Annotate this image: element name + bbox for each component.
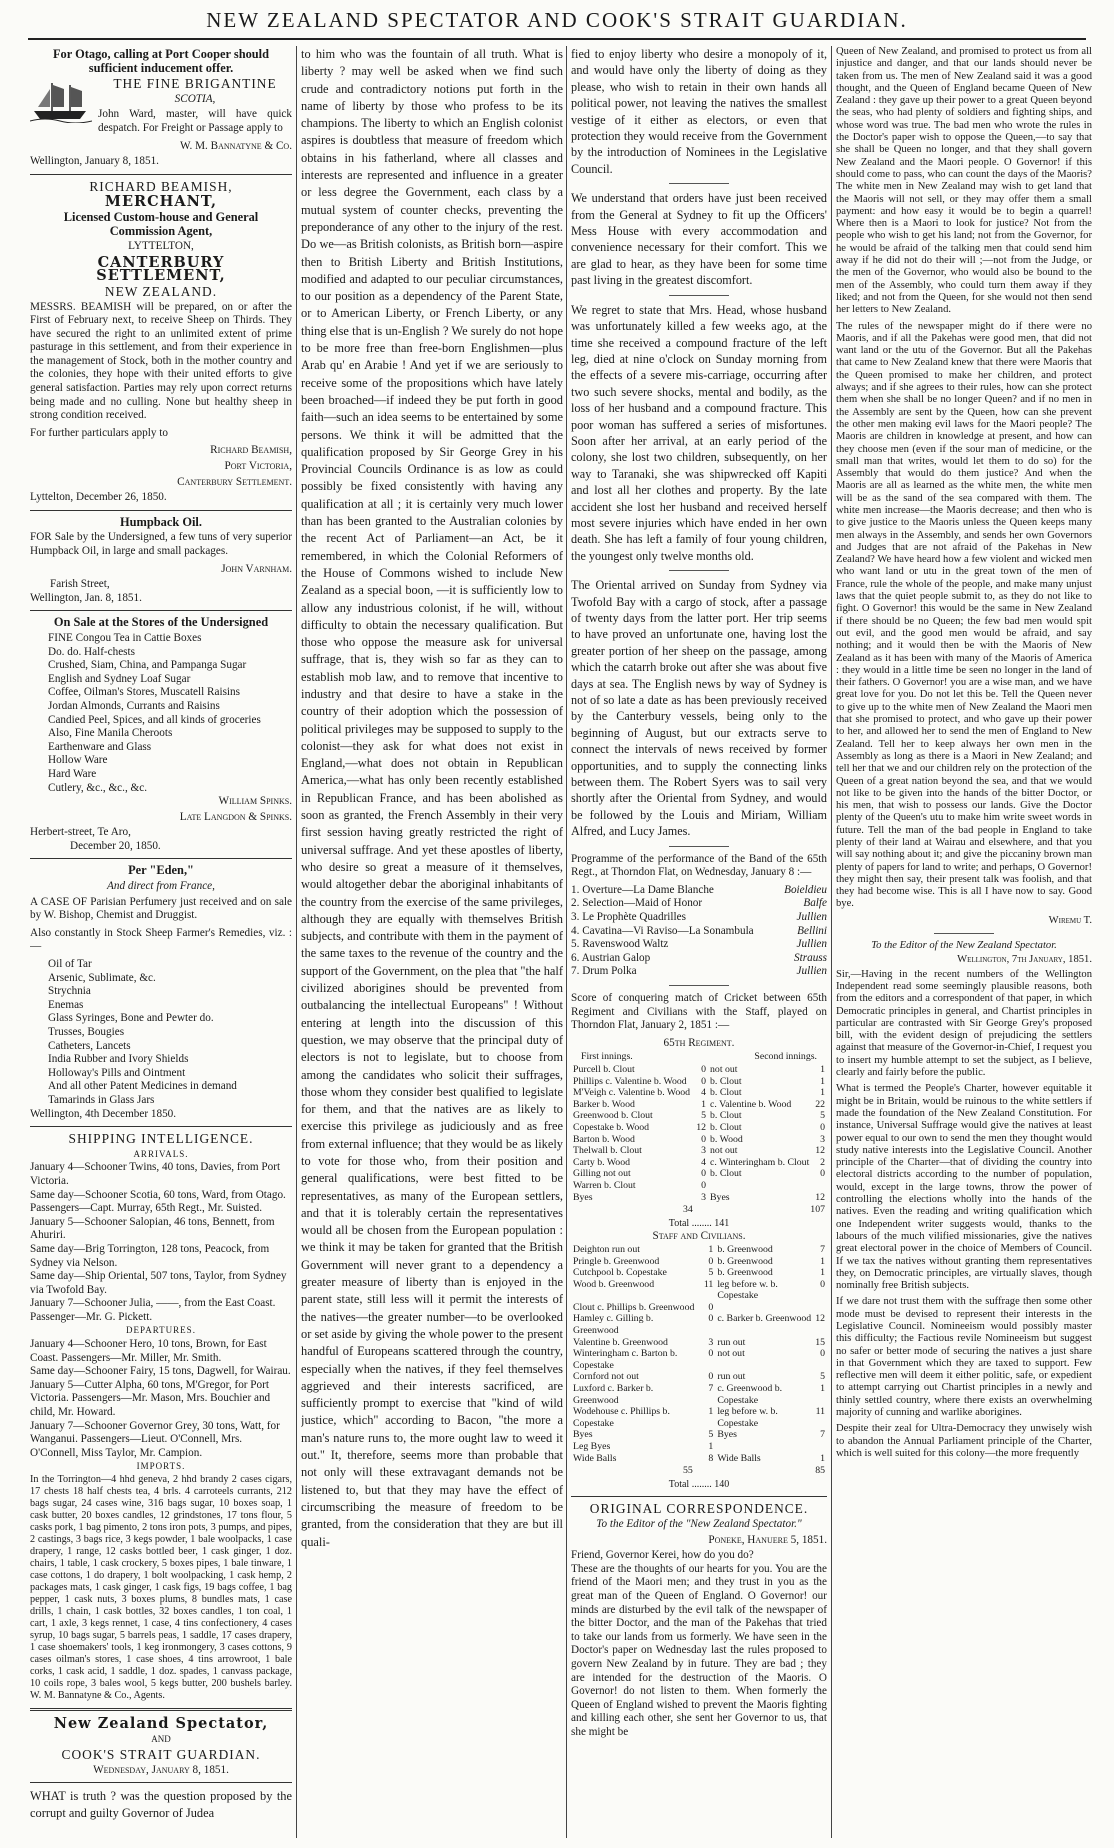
score-row [571,1168,827,1180]
arrivals-title: ARRIVALS. [133,1148,189,1159]
score-cell [708,1180,813,1192]
news-mess-house: We understand that orders have just been received from the General at Sydney to fit up the Officers' Mess House with every accommodation and convenience necessary for their comfort. This we are glad to hear, as they have been for some time past living in the greatest discomfort. [571,191,827,288]
score-row [571,1157,827,1169]
departure-entry: January 5—Cutter Alpha, 60 tons, M'Gregor, for Port Victoria. Passengers—Mr. Mason, Mrs. Bouchier and child, Mr. Howard. [30,1378,271,1419]
score-cell: Luxford c. Barker b. Greenwood [573,1383,654,1406]
stores-list [30,632,292,795]
eden-item: And all other Patent Medicines in demand [48,1080,237,1093]
staff-total: Total ........ 140 [668,1478,730,1490]
programme-item [571,925,827,939]
column-4 [836,46,1092,1840]
staff-score-table [571,1244,827,1464]
editorial-body: to him who was the fountain of all truth. What is liberty ? may well be asked when we find such crude and contradictory notions put forth in the name of liberty by those who profess to be its champions. The liberty to which an English colonist aspires is doubtless that measure of freedom which obtains in his fatherland, where all classes and interests are represented and influence in a greater or less degree the Government, each class by a mutual system of counter checks, preventing the preponderance of any other to the injury of the rest. Do we—as British colonists, as British born—aspire then to British Liberty and British Institutions, modified and adapted to our peculiar circumstances, to our position as a dependency of the Parent State, or to American Liberty, or French Liberty, or any thing else that is un-English ? We surely do not hope to be more free than free-born Englishmen—plus Arab qu' en Arabie ! And yet if we are seriously to receive some of the propositions which have lately been broached—if indeed they be put forth in good faith—such an idea seems to be entertained by some persons. We think it will be admitted that the qualification proposed by Sir George Grey in his Provincial Councils Ordinance is as low as could possibly be fixed consistently with having any qualification at all ; it is certainly very much lower than has been granted to the Australian colonies by the recent Act of Parliament—an Act, be it remembered, in which the Colonial Reformers of the House of Commons wished to include New Zealand as a special boon, —it is sufficiently low to allow any industrious colonist, if he will, without difficulty to obtain the necessary qualification. But those who oppose the measure ask for universal suffrage, that is, they wish so far as they can to establish mob law, and to remove that incentive to industry and that desire to have a stake in the country of their adoption which the possession of political privileges may be supposed to supply to the colonist—they ask for what does not exist in England,—what does not obtain in Republican America,—what has only been recently established in Republican France, and has been abolished as soon as granted, the French Assembly in their very first session having greatly restricted the right of universal suffrage. And yet these apostles of liberty, who desire so great a measure of it themselves, would altogether debar the aboriginal inhabitants of the country from the exercise of the same privileges, although they are equally with themselves British subjects, and contribute with them in the payment of the same taxes to the revenue of the country and the support of the Government, on the plea that "the half civilized aborigines should be prevented from outbalancing the intellectual Europeans" ! Without entering at length into the discussion of this question, we may observe that the principal duty of electors is not to legislate, but to choose from among the candidates who solicit their suffrages, those whom they consider best qualified to legislate for them, and that the natives are as likely to exercise this privilege as judiciously and as free from external influence; that they would be as likely to vote for those who, from their position and general qualifications, were best fitted to be representatives, as many of the European settlers, and that it is tolerably certain the representatives would all be chosen from the European population : we think it may be taken for granted that the British Government will never grant to a dependency a greater measure of liberty than is enjoyed in the parent state, still less will it permit the interests of the natives—the greater number—to be overlooked or set aside by giving the whole power to the present handful of Europeans scattered through the country, especially when the natives, if they feel themselves aggrieved and their interests sacrificed, are sufficiently prompt to exercise that "kind of wild justice, which" according to Bacon, "the more a man's nature runs to, the more ought law to weed it out." It, therefore, seems more than probable that not only will these extravagant demands not be listened to, but that they may have the effect of circumscribing the measure of freedom to be granted, from the consideration that they are but ill quali- [301,47,563,1549]
score-cell: Greenwood b. Clout [573,1110,653,1122]
masthead: NEW ZEALAND SPECTATOR AND COOK'S STRAIT GUARDIAN. [206,8,908,32]
correspondence-title: ORIGINAL CORRESPONDENCE. [589,1501,809,1517]
score-cell: Barton b. Wood [573,1133,635,1145]
score-cell: Byes [710,1191,730,1203]
departure-entry: January 4—Schooner Hero, 10 tons, Brown, for East Coast. Passengers—Mr. Miller, Mr. Smith. [30,1338,267,1364]
beamish-role: Licensed Custom-house and General Commission Agent, [63,209,259,238]
score-cell: 11 [815,1406,825,1418]
score-row [571,1180,827,1192]
editor-letter-body: If we dare not trust them with the suffrage then some other mode must be devised to represent their interests in the Legislative Council. Nomineeism would possibly master this difficulty; the Factious revile Nomineeism but suggest no safer or better mode of securing the natives a just share in that Government which they are taxed to support. Few reflective men will deem it either politic, safe, or expedient to attempt carrying out Chartist principles in a newly and thinly settled country, where there exists an overwhelming majority of cunning and warlike aborigines. [836,1296,1092,1419]
programme-item [571,911,827,925]
beamish-date: Lyttelton, December 26, 1850. [30,491,167,504]
score-row [571,1087,827,1099]
score-cell: Winteringham c. Barton b. Copestake [573,1348,678,1371]
score-cell: Phillips c. Valentine b. Wood [573,1075,687,1087]
editor-letter-place: Wellington, 7th January, 1851. [957,954,1092,966]
eden-item: Catheters, Lancets [48,1039,131,1052]
score-cell: 1 [820,1452,825,1464]
score-cell: 0 [820,1121,825,1133]
score-cell: 0 [820,1278,825,1290]
oil-title: Humpback Oil. [120,514,202,529]
staff-title: Staff and Civilians. [652,1230,746,1243]
score-cell: 1 [820,1087,825,1099]
score-cell: Pringle b. Greenwood [573,1255,660,1267]
score-cell [813,1180,827,1192]
programme-piece: 7. Drum Polka [571,965,637,978]
score-cell: Thelwall b. Clout [573,1145,642,1157]
score-cell: Wide Balls [717,1452,761,1464]
score-cell: 0 [820,1168,825,1180]
eden-item: Glass Syringes, Bone and Pewter do. [48,1012,214,1025]
otago-vessel: THE FINE BRIGANTINE [113,76,277,92]
score-cell: b. Greenwood [717,1267,773,1279]
correspondence-place: Poneke, Hanuere 5, 1851. [708,1533,827,1546]
beamish-sig: Richard Beamish, [210,444,292,457]
stores-item: Candied Peel, Spices, and all kinds of groceries [48,713,261,726]
score-row [571,1267,827,1279]
eden-title: Per "Eden," [128,863,194,878]
stores-item: FINE Congou Tea in Cattie Boxes [48,631,202,644]
score-cell: Copestake b. Wood [573,1121,650,1133]
arrival-entry: Same day—Ship Oriental, 507 tons, Taylor, from Sydney via Twofold Bay. [30,1270,287,1296]
stores-date: December 20, 1850. [70,839,161,852]
beamish-settlement: CANTERBURY SETTLEMENT, [96,253,226,285]
editor-letter-body: Sir,—Having in the recent numbers of the Wellington Independent read some seemingly plausible reasons, both from the editors and a correspondent of that paper, in which Democratic principles in general, and Chartist principles in particular are contrasted with Sir George Grey's proposed bill, with the evident design of prejudicing the settlers against that measure of the Governor-in-Chief, I request you to insert my humble attempt to set the subject, as I believe, clearly and fairly before the public. [836,968,1092,1079]
innings-total: 85 [815,1465,825,1477]
beamish-country: NEW ZEALAND. [104,283,218,299]
score-row [571,1406,827,1429]
score-cell: 5 [708,1429,714,1441]
letter-body: Queen of New Zealand, and promised to protect us from all injustice and danger, and that our lands should never be taken from us. The men of New Zealand said it was a good thought, and the Queen of England became Queen of New Zealand : they gave up their power to a great Queen beyond the seas, who had plenty of soldiers and fighting ships, and whose word was true. The bad men who wrote the rules in the Doctor's paper wish to oppose the Queen,—to say that she shall be Queen no longer, and that they shall govern New Zealand and the Maori people. O Governor! if this should come to pass, who can count the days of the Maoris? The white men in New Zealand may wish to get land that the Maoris will not sell, or they may offer them a small payment: and how easy it would be to begin a quarrel! Where then is a Maori to look for justice? Not from the people who wish to get his land; not from the Governor, for he would be afraid of the talking men that could send him away if he did not do their will ;—not from the Judge, or the men of the Governor, who would also be bound to the men of the Assembly, who could turn them away if they liked; and not from the Queen, for she would not then send her letters to New Zealand. [836,46,1092,316]
arrival-entry: January 5—Schooner Salopian, 46 tons, Bennett, from Ahuriri. [30,1215,275,1242]
score-cell: 5 [708,1267,714,1279]
innings-label: Second innings. [754,1051,817,1063]
eden-item: Tamarinds in Glass Jars [48,1093,155,1106]
score-cell: Byes [573,1191,593,1203]
news-mrs-head: We regret to state that Mrs. Head, whose husband was unfortunately killed a few weeks ago, at the time she received a compound fracture of the left leg, died at nine o'clock on Sunday morning from the effects of a severe mis-carriage, occurring after two such severe shocks, mental and bodily, as the loss of her husband and a compound fracture. This poor woman has suffered a series of misfortunes. Soon after her arrival, at an early period of the colony, she lost two children, subsequently, on her way to Taranaki, she was shipwrecked off Kapiti and lost all her clothes and property. By the late accident she lost her husband and received herself most severe injuries which have ended in her own death. She has left a family of four young children, the youngest only twelve months old. [571,302,827,563]
programme-item [571,952,827,966]
programme-composer: Jullien [796,911,827,924]
column-2 [301,46,563,1840]
column-divider [296,46,297,1838]
beamish-sig: Canterbury Settlement. [177,475,292,488]
correspondence-body: These are the thoughts of our hearts for you. You are the friend of the Maori men; and they trust in you as the great man of the Queen of England. O Governor! our minds are disturbed by the evil talk of the newspaper of the bitter Doctor, and the man of the Pakehas that tried to take our lands from us formerly. We have seen in the Doctor's paper on Wednesday last the rules proposed to govern New Zealand by in future. They are bad ; they are intended for the destruction of the Maoris. O Governor! do not listen to them. When formerly the Queen of England wished to prevent the Maoris fighting and killing each other, she sent her Governor to us, that she might be [571,1562,827,1738]
score-cell: 4 [701,1156,707,1168]
score-cell: Gilling not out [573,1168,631,1180]
score-cell: 1 [820,1383,825,1395]
score-row [571,1122,827,1134]
arrival-entry: January 4—Schooner Twins, 40 tons, Davies, from Port Victoria. [30,1161,281,1187]
score-cell: Warren b. Clout [573,1179,636,1191]
letter-body: The rules of the newspaper might do if there were no Maoris, and if all the Pakehas were good men, that did not want land or the utu of the Governor. But all the Pakehas that came to New Zealand knew that there were Maoris that the Queen promised to make her children, and protect always; and if she agrees to their rules, how can she protect them when she shall be no longer Queen? and if no men in the Assembly are sent by the Queen, how can she prevent the other men making evil laws for the Maori people? The Maoris are children in knowledge at present, and how can they choose men (even if the sour man of medicine, or the small man that writes, would let them to do so) for the Assembly that would do them justice? And when the Maoris are all as learned as the white men, the white men will be as the sand of the sea compared with them. The white men increase—the Maoris decrease; and then who is to give justice to the Maoris unless the Queen keeps many men always in the Assembly, and sends her own Governors and Judges that are not afraid of the Pakehas in New Zealand? We have heard how a few violent and wicked men who want land or utu in the great town of the men of France, rule the whole of the people, and make many unjust laws that the quiet people submit to, as they do not like to fight. O Governor! this would be the same in New Zealand if there should be no Queen; the few bad men would spit out evil, and the good men would be afraid, and say nothing; and it would then be with the Maoris of New Zealand as it has been with many of the Maoris of America : they would in a little time be seen no longer in the land of their fathers. O Governor! you are a wise man, and we have great love for you. Do not let this be. Tell the Queen never to give up to the white men of New Zealand the Maori men that she promised to protect, and who gave up their power to her, and allowed her to send the men of England to New Zealand. Tell her to keep always her own men in the Assembly as long as there is a Maori in New Zealand; and tell her that we and our children rely on the protection of the Queen of a great nation beyond the sea, and that we would not like to be given into the hands of the bitter Doctor, or his men, that wish to possess our lands. Give the Doctor plenty of the Queen's utu to make him write sweet words in future. Tell the man of the bad people in England to take plenty of their land at Wairau and elsewhere, and that you will say nothing about it; and give the piccaniny brown man plenty of papers for land to write; and perhaps, O Governor! they might then say, their present talk was foolish, and that they had become wise. This is all I have now to say. Good bye. [836,320,1092,910]
score-cell: 1 [708,1243,714,1255]
score-cell: 12 [815,1191,825,1203]
departure-entry: Same day—Schooner Fairy, 15 tons, Dagwell, for Wairau. [30,1365,291,1378]
score-cell: 1 [820,1064,825,1075]
innings-total: 107 [810,1204,825,1216]
score-cell: 0 [701,1179,707,1191]
score-cell: 7 [820,1429,825,1441]
score-cell: 22 [815,1098,825,1110]
beamish-place: LYTTELTON, [128,240,194,253]
programme-piece: 2. Selection—Maid of Honor [571,897,703,910]
imports-body: In the Torrington—4 hhd geneva, 2 hhd brandy 2 cases cigars, 17 chests 18 half chests tea, 4 brls. 4 carroteels currants, 212 bags sugar, 24 cases wine, 316 bags sugar, 10 boxes soap, 1 cask butter, 20 boxes candles, 12 grindstones, 17 tons flour, 5 casks pork, 1 bag pimento, 2 tons iron pots, 3 pumps, and pipes, 2 castings, 3 bags rice, 3 kegs powder, 1 bale woolpacks, 1 case drapery, 1 range, 12 casks bottled beer, 1 cask ginger, 1 doz. chairs, 1 table, 1 cask crockery, 5 boxes pipes, 1 bale tinware, 1 case cottons, 1 do drapery, 1 bolt woolpacking, 1 cask hemp, 2 packages mats, 1 cask ginger, 1 cask figs, 19 bags coffee, 1 bag pepper, 1 cask nuts, 3 boxes plums, 8 bundles mats, 1 case drills, 1 chain, 1 cask bottles, 32 boxes candles, 1 ton coal, 1 cart, 1 axle, 3 kegs rennet, 1 case, 4 tins confectionery, 4 cases syrup, 10 bags sugar, 5 barrels peas, 1 saddle, 17 cases drapery, 1 case shoemakers' tools, 1 keg ironmongery, 3 cases cottons, 9 cases oilman's stores, 1 case shoes, 4 tins arrowroot, 1 bale corks, 1 cask acid, 1 saddle, 1 doz. spades, 1 canvass package, 10 coils rope, 3 bales wool, 5 kegs butter, 200 bushels barley. W. M. Bannatyne & Co., Agents. [30,1474,292,1701]
score-cell: b. Wood [710,1133,743,1145]
correspondence-greeting: Friend, Governor Kerei, how do you do? [571,1549,754,1562]
stores-item: Cutlery, &c., &c., &c. [48,781,148,794]
oil-sig: John Varnham. [221,562,292,575]
score-row [571,1134,827,1146]
programme-composer: Bellini [797,924,827,937]
masthead-rule [28,38,1086,40]
oil-addr: Farish Street, [50,578,110,591]
score-cell: Cornford not out [573,1371,639,1383]
score-cell: 2 [820,1156,825,1168]
editor-letter-to: To the Editor of the New Zealand Spectator. [871,940,1057,952]
score-cell: 0 [708,1371,714,1383]
stores-sig: William Spinks. [218,795,292,808]
score-row [571,1064,827,1076]
otago-ad-title: For Otago, calling at Port Cooper should sufficient inducement offer. [52,47,270,75]
programme-item [571,965,827,979]
programme-piece: 1. Overture—La Dame Blanche [571,883,714,896]
editorial-start: WHAT is truth ? was the question proposed by the corrupt and guilty Governor of Judea [30,1789,292,1821]
score-cell: 1 [708,1441,714,1452]
score-cell: Valentine b. Greenwood [573,1336,668,1348]
otago-agent: W. M. Bannatyne & Co. [179,139,292,152]
score-cell: 0 [820,1348,825,1360]
score-cell: c. Greenwood b. Copestake [717,1383,783,1406]
programme-item [571,938,827,952]
score-row [571,1383,827,1406]
score-row [571,1279,827,1302]
beamish-sig: Port Victoria, [224,460,292,473]
score-cell: run out [717,1371,746,1383]
score-row [571,1429,827,1441]
score-cell: leg before w. b. Copestake [717,1406,778,1429]
score-cell: c. Winteringham b. Clout [710,1156,810,1168]
cricket-intro: Score of conquering match of Cricket between 65th Regiment and Civilians with the Staff, played on Thorndon Flat, January 2, 1851 :— [571,992,827,1032]
score-cell: 3 [820,1133,825,1145]
departure-entry: January 7—Schooner Governor Grey, 30 tons, Watt, for Wanganui. Passengers—Lieut. O'Connell, Mrs. O'Connell, Miss Taylor, Mr. Campion. [30,1419,280,1459]
score-cell: 4 [701,1087,707,1099]
stores-title: On Sale at the Stores of the Undersigned [53,615,269,630]
beamish-trade: MERCHANT, [104,193,218,211]
score-cell: Clout c. Phillips b. Greenwood [573,1301,695,1313]
score-cell: not out [717,1348,745,1360]
score-row [571,1302,827,1314]
score-cell: leg before w. b. Copestake [717,1278,778,1302]
score-cell: run out [717,1336,746,1348]
letter-signature: Wiremu T. [1048,914,1092,926]
score-cell: 3 [701,1191,707,1203]
score-cell: 5 [701,1110,707,1122]
score-cell: Byes [717,1429,737,1441]
stores-item: Crushed, Siam, China, and Pampanga Sugar [48,659,247,672]
score-cell [813,1302,827,1314]
score-cell: 15 [815,1336,825,1348]
score-cell: c. Barker b. Greenwood [717,1313,812,1325]
arrivals-list [30,1161,292,1324]
programme-composer: Jullien [796,938,827,951]
arrival-entry: Same day—Schooner Scotia, 60 tons, Ward, from Otago. Passengers—Capt. Murray, 65th Regt., Mr. Suisted. [30,1188,286,1215]
ship-icon [30,79,92,123]
score-cell: 12 [815,1145,825,1157]
score-row [571,1076,827,1088]
score-cell: Wood b. Greenwood [573,1278,655,1290]
score-cell: not out [710,1064,738,1075]
score-cell: 3 [701,1145,707,1157]
score-cell: 0 [708,1348,714,1360]
regiment-total: Total ........ 141 [668,1217,730,1229]
eden-date: Wellington, 4th December 1850. [30,1107,177,1120]
editorial-continued: fied to enjoy liberty who desire a monopoly of it, and would have only the liberty of doing as they please, who wish to retain in their own hands all political power, not leaving the natives the smallest vestige of it either as electors, or even that protection they would receive from the Government by the introduction of Nominees in the Legislative Council. [571,47,827,176]
departures-list [30,1338,292,1460]
score-cell: 3 [708,1336,714,1348]
score-row [571,1192,827,1204]
shipping-title: SHIPPING INTELLIGENCE. [68,1131,254,1147]
score-cell: c. Valentine b. Wood [710,1098,792,1110]
score-cell: 5 [820,1110,825,1122]
programme-intro: Programme of the performance of the Band of the 65th Regt., at Thorndon Flat, on Wednesday, January 8 :— [571,852,827,879]
oil-date: Wellington, Jan. 8, 1851. [30,591,142,604]
column-divider [831,46,832,1838]
score-cell: Hamley c. Gilling b. Greenwood [573,1313,654,1337]
paper-title: New Zealand Spectator, [53,1715,269,1732]
innings-total: 34 [683,1204,693,1216]
score-cell: 11 [703,1278,714,1290]
score-cell: 8 [708,1452,714,1464]
score-cell: Deighton run out [573,1243,640,1255]
score-row [571,1371,827,1383]
score-row [571,1099,827,1111]
score-cell: 7 [820,1243,825,1255]
regiment-title: 65th Regiment. [663,1036,735,1049]
score-cell: b. Clout [710,1121,742,1133]
score-cell: 5 [820,1371,825,1383]
innings-total: 55 [683,1465,693,1477]
score-cell: Leg Byes [573,1441,611,1452]
editor-letter-body: What is termed the People's Charter, however equitable it might be in Britain, would be ruinous to the white settlers if made the foundation of the New Zealand Constitution. For instance, Universal Suffrage would give the natives at least power equal to our own to send the men they thought would study native interests into the Legislative Council. Another principle of the Charter—that of dividing the country into electoral districts according to the number of population, would, except in the large towns, throw the power of controlling the elections wholly into the hands of the natives. Even the reading and writing qualification which one Independent writer suggests would, thanks to the labours of the much vilified missionaries, give the natives great electoral power in the choice of Members of Council. If we tax the natives without granting them representatives they, on Democratic principles, are virtually slaves, though nominally free British subjects. [836,1083,1092,1292]
score-cell: Barker b. Wood [573,1098,635,1110]
stores-item: Coffee, Oilman's Stores, Muscatell Raisins [48,686,240,699]
score-cell [715,1441,813,1453]
eden-body: A CASE OF Parisian Perfumery just received and on sale by W. Bishop, Chemist and Druggist. [30,895,292,922]
score-row [571,1337,827,1349]
score-cell: Carty b. Wood [573,1156,630,1168]
editor-letter-body: Despite their zeal for Ultra-Democracy they unwisely wish to abandon the Annual Parliament principle of the Charter, which is well suited for this colony—the more frequently [836,1423,1092,1459]
score-row [571,1244,827,1256]
eden-item: India Rubber and Ivory Shields [48,1053,189,1066]
programme-item [571,897,827,911]
score-cell: Byes [573,1429,593,1441]
score-cell: 0 [708,1301,714,1313]
score-row [571,1145,827,1157]
otago-ad-body: John Ward, master, will have quick despatch. For Freight or Passage apply to [98,108,292,134]
eden-item: Oil of Tar [48,958,92,971]
programme-piece: 4. Cavatina—Vi Raviso—La Sonambula [571,924,754,937]
score-cell: 0 [708,1313,714,1325]
eden-sub: And direct from France, [107,880,215,893]
score-cell: 0 [701,1075,707,1087]
paper-and: AND [151,1733,171,1744]
oil-body: FOR Sale by the Undersigned, a few tuns of very superior Humpback Oil, in large and small packages. [30,531,292,557]
programme-composer: Jullien [796,965,827,978]
score-cell: 12 [696,1121,707,1133]
score-cell: b. Clout [710,1168,742,1180]
stores-sig: Late Langdon & Spinks. [179,810,292,823]
stores-item: English and Sydney Loaf Sugar [48,672,191,685]
stores-item: Do. do. Half-chests [48,645,135,658]
programme-piece: 6. Austrian Galop [571,951,651,964]
stores-addr: Herbert-street, Te Aro, [30,826,131,839]
beamish-name: RICHARD BEAMISH, [89,178,233,194]
score-cell: 12 [815,1313,825,1325]
column-3 [571,46,827,1840]
eden-body: Also constantly in Stock Sheep Farmer's Remedies, viz. :— [30,926,292,953]
imports-title: IMPORTS. [136,1461,186,1472]
beamish-body: MESSRS. BEAMISH will be prepared, on or after the First of February next, to receive Sheep on Thirds. They have secured the right to an unlimited extent of prime pasturage in this settlement, and from their experience in the management of Stock, both in the mother country and the colonies, they hope with their united efforts to give general satisfaction. Parties may rely upon correct returns being made and no culling. None but healthy sheep in strong condition received. [30,300,292,422]
score-row [571,1441,827,1453]
arrival-entry: January 7—Schooner Julia, ——, from the East Coast. Passenger—Mr. G. Pickett. [30,1297,276,1323]
score-cell: 0 [701,1168,707,1180]
score-cell: 1 [708,1406,714,1418]
programme-list [571,884,827,979]
score-cell [813,1441,827,1453]
programme-piece: 5. Ravenswood Waltz [571,938,669,951]
score-cell: not out [710,1145,738,1157]
score-cell: M'Veigh c. Valentine b. Wood [573,1087,691,1099]
score-cell: b. Greenwood [717,1255,773,1267]
score-cell: Purcell b. Clout [573,1064,635,1075]
column-1 [30,46,292,1840]
programme-item [571,884,827,898]
score-cell: 1 [820,1075,825,1087]
score-row [571,1256,827,1268]
score-cell: b. Clout [710,1087,742,1099]
stores-item: Hard Ware [48,767,97,780]
programme-piece: 3. Le Prophète Quadrilles [571,911,686,924]
score-row [571,1110,827,1122]
score-cell: 1 [820,1267,825,1279]
arrival-entry: Same day—Brig Torrington, 128 tons, Peacock, from Sydney via Nelson. [30,1242,270,1269]
eden-list [30,958,292,1108]
score-cell: 1 [701,1098,707,1110]
news-oriental: The Oriental arrived on Sunday from Sydney via Twofold Bay with a cargo of stock, after a passage of twenty days from the latter port. Her trip seems to have proved an unfortunate one, having lost the greater portion of her sheep on the passage, among which the catarrh broke out after she was about five days at sea. The English news by way of Sydney is not of so late a date as has been previously received by the Canterbury vessels, being only to the beginning of August, but our extracts serve to connect the intervals of news received by former opportunities, and to supply the connecting links between them. The Robert Syers was to sail very shortly after the Oriental from Sydney, and would be followed by the Louis and Miriam, William Alfred, and Lucy James. [571,578,827,839]
score-cell: b. Clout [710,1075,742,1087]
eden-item: Strychnia [48,985,91,998]
paper-guardian: COOK'S STRAIT GUARDIAN. [61,1747,261,1763]
score-cell: 7 [708,1383,714,1395]
departures-title: DEPARTURES. [126,1325,196,1336]
score-row [571,1348,827,1371]
programme-composer: Strauss [794,951,827,964]
score-cell: Cutchpool b. Copestake [573,1267,667,1279]
eden-item: Enemas [48,998,84,1011]
column-divider [566,46,567,1838]
stores-item: Jordan Almonds, Currants and Raisins [48,699,220,712]
innings-label: First innings. [581,1051,633,1063]
score-row [571,1313,827,1336]
score-cell: 0 [701,1064,707,1075]
score-cell: Wodehouse c. Phillips b. Copestake [573,1406,670,1429]
score-cell: 1 [820,1255,825,1267]
correspondence-to: To the Editor of the "New Zealand Spectator." [596,1517,802,1530]
eden-item: Holloway's Pills and Ointment [48,1066,186,1079]
score-cell: Wide Balls [573,1452,617,1464]
programme-composer: Boieldieu [784,883,827,896]
score-cell: b. Greenwood [717,1243,773,1255]
score-cell: 0 [701,1133,707,1145]
score-cell: 0 [708,1255,714,1267]
paper-date: Wednesday, January 8, 1851. [93,1763,229,1776]
score-row [571,1453,827,1465]
programme-composer: Balfe [803,897,827,910]
stores-item: Also, Fine Manila Cheroots [48,727,173,740]
otago-vessel-name: SCOTIA, [174,92,216,105]
score-cell [715,1302,813,1314]
regiment-score-table [571,1064,827,1203]
eden-item: Trusses, Bougies [48,1026,125,1038]
beamish-further: For further particulars apply to [30,426,168,439]
eden-item: Arsenic, Sublimate, &c. [48,971,156,984]
score-cell: b. Clout [710,1110,742,1122]
otago-date: Wellington, January 8, 1851. [30,155,159,168]
stores-item: Earthenware and Glass [48,740,152,753]
stores-item: Hollow Ware [48,754,108,767]
